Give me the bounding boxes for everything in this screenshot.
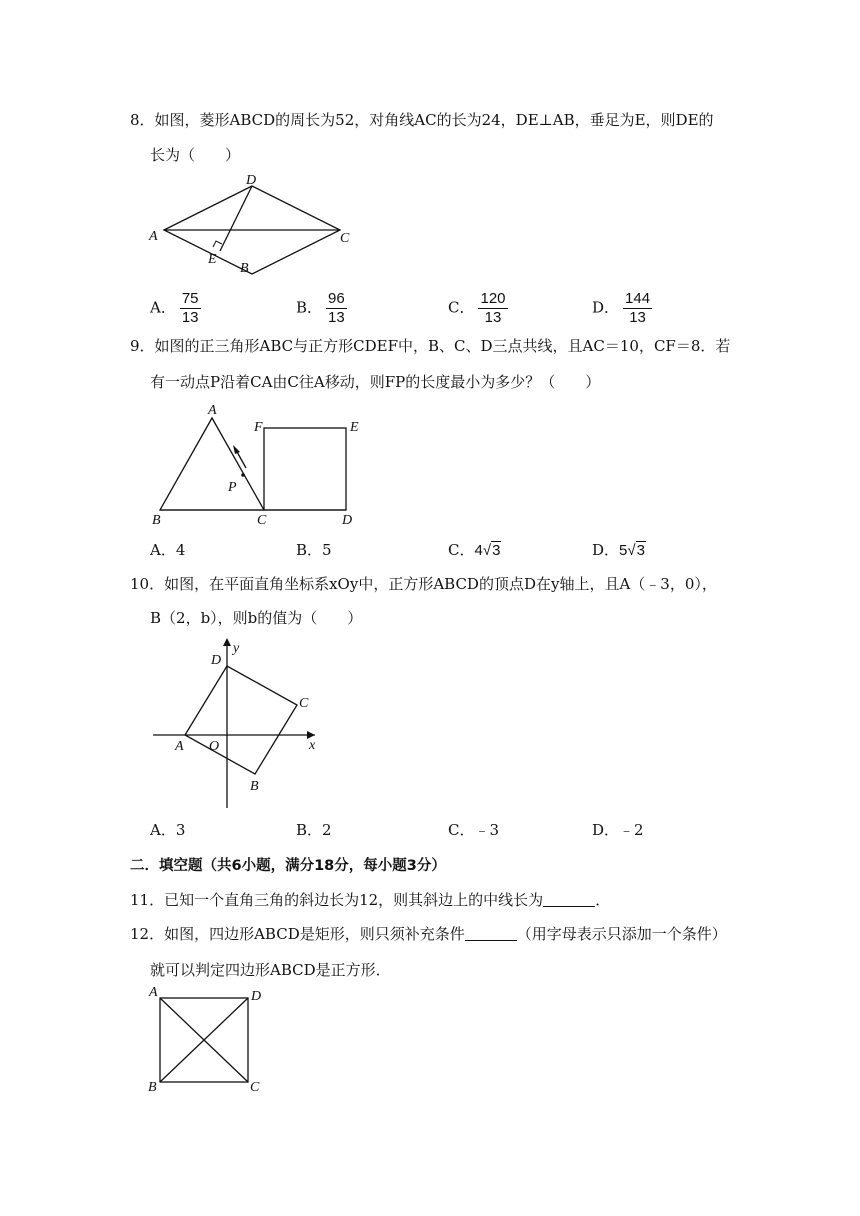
q9-label-C: C [257,513,267,528]
q9-label-E: E [350,420,359,435]
q8-label-B: B [240,261,249,276]
q10-label-O: O [209,739,220,754]
q9-option-d: D．5√3 [592,541,645,559]
q8-text-line1: 8．如图，菱形ABCD的周长为52，对角线AC的长为24，DE⊥AB，垂足为E，则DE的 [130,111,714,129]
q8-label-A: A [149,229,158,244]
q10-label-x: x [309,738,316,753]
q8-option-c: C． $\frac{120}{13}$ [448,290,506,326]
section-title-fill-in: 二．填空题（共6小题，满分18分，每小题3分） [130,858,446,874]
q12-label-B: B [148,1080,157,1095]
q12-text-line2: 就可以判定四边形ABCD是正方形． [150,961,391,979]
q8-label-C: C [340,231,350,246]
q12-label-D: D [251,989,262,1004]
q9-label-P: P [228,480,237,495]
q9-option-a: A．4 [150,541,186,559]
q9-label-F: F [254,420,263,435]
q9-option-b: B．5 [296,541,332,559]
q12-square-figure [145,984,275,1094]
q10-text-line1: 10．如图，在平面直角坐标系xOy中，正方形ABCD的顶点D在y轴上，且A（﹣3，0）， [130,575,717,593]
q9-text-line1: 9．如图的正三角形ABC与正方形CDEF中，B、C、D三点共线，且AC＝10，CF＝8．若 [130,337,731,355]
q8-option-a: A． $\frac{75}{13}$ [150,290,199,326]
q9-label-A: A [208,403,217,418]
q10-label-C: C [299,696,309,711]
q12-text-line1: 12．如图，四边形ABCD是矩形，则只须补充条件 （用字母表示只添加一个条件） [130,925,727,943]
q10-option-c: C．﹣3 [448,821,500,839]
q10-label-D: D [211,653,222,668]
q11-text: 11．已知一个直角三角的斜边长为12，则其斜边上的中线长为 ． [130,891,611,909]
q10-option-d: D．﹣2 [592,821,644,839]
q12-answer-blank[interactable] [465,925,517,941]
q8-text-line2: 长为（ ） [150,146,241,164]
q9-label-B: B [152,513,161,528]
q8-label-E: E [208,252,217,267]
q9-label-D: D [342,513,353,528]
q10-label-y: y [233,641,240,656]
q8-rhombus-figure [140,172,370,282]
q10-label-A: A [175,739,184,754]
q10-option-b: B．2 [296,821,332,839]
q10-text-line2: B（2，b），则b的值为（ ） [150,609,363,627]
q8-label-D: D [246,173,257,188]
q8-option-d: D． $\frac{144}{13}$ [592,290,651,326]
q9-option-c: C．4√3 [448,541,501,559]
q9-triangle-square-figure [140,400,380,530]
q10-coordinate-figure [145,632,335,812]
q11-answer-blank[interactable] [543,891,595,907]
q10-label-B: B [250,779,259,794]
q8-option-b: B． $\frac{96}{13}$ [296,290,345,326]
q12-label-A: A [149,985,158,1000]
q12-label-C: C [250,1080,260,1095]
q10-option-a: A．3 [150,821,186,839]
q9-text-line2: 有一动点P沿着CA由C往A移动，则FP的长度最小为多少？（ ） [150,373,601,391]
